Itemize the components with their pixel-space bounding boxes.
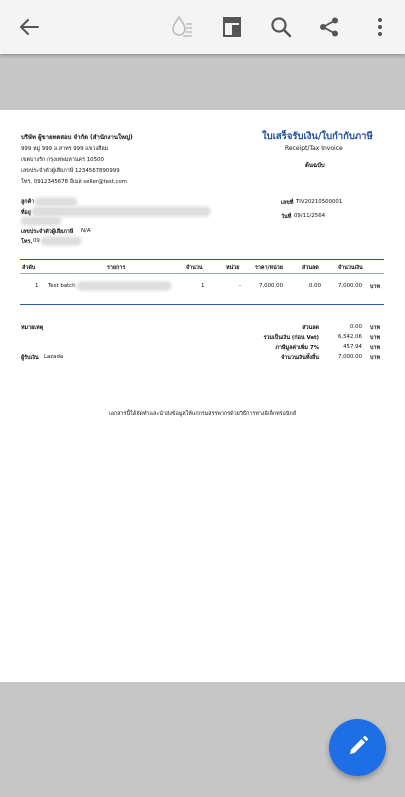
row-no: 1	[35, 283, 39, 289]
footer-note: เอกสารนี้ได้จัดทำและนำส่งข้อมูลให้แก่กรมสรรพากรด้วยวิธีการทางอิเล็กทรอนิกส์	[108, 411, 297, 417]
total-discount-value: 0.00	[349, 324, 362, 330]
ink-drop-icon[interactable]	[163, 8, 201, 46]
payer-label: ผู้รับเงิน	[21, 355, 39, 361]
row-discount: 0.00	[309, 283, 322, 289]
redacted-phone	[42, 238, 80, 244]
company-taxid: เลขประจำตัวผู้เสียภาษี 1234567890999	[21, 168, 120, 174]
document-page	[0, 110, 405, 682]
company-address-1: 999 หมู่ 999 อ.สาทร 999 แขวงสีลม	[21, 146, 109, 152]
company-name: บริษัท ผู้ขายทดสอบ จำกัด (สำนักงานใหญ่)	[21, 134, 133, 141]
more-vert-icon[interactable]	[361, 8, 399, 46]
vat-value: 457.94	[343, 344, 362, 350]
table-bottom-rule	[20, 304, 384, 305]
customer-taxid-label: เลขประจำตัวผู้เสียภาษี	[21, 229, 74, 235]
customer-phone-value: 09	[33, 238, 40, 244]
grand-total-unit: บาท	[370, 355, 381, 361]
row-price: 7,000.00	[259, 283, 284, 289]
subtotal-label: รวมเป็นเงิน (ก่อน Vat)	[263, 335, 319, 341]
total-discount-label: ส่วนลด	[302, 325, 319, 331]
reader-mode-icon[interactable]	[213, 8, 251, 46]
vat-unit: บาท	[370, 345, 381, 351]
row-item: Test batch	[48, 283, 76, 289]
col-header-unit: หน่วย	[226, 265, 240, 271]
document-title-th: ใบเสร็จรับเงิน/ใบกำกับภาษี	[262, 131, 373, 142]
address-label: ที่อยู่	[21, 210, 31, 216]
row-unit: -	[239, 283, 241, 289]
original-copy-label: ต้นฉบับ	[305, 162, 325, 169]
table-header-rule	[20, 273, 384, 274]
table-top-rule	[20, 259, 384, 260]
share-icon[interactable]	[310, 8, 348, 46]
subtotal-value: 6,542.06	[337, 334, 362, 340]
note-label: หมายเหตุ	[21, 325, 44, 331]
payer-value: Lazada	[44, 354, 64, 360]
col-header-no: ลำดับ	[22, 265, 36, 271]
company-address-2: เขตบางรัก กรุงเทพมหานคร 10500	[21, 157, 104, 163]
col-header-discount: ส่วนลด	[302, 265, 319, 271]
doc-date-label: วันที่	[281, 214, 292, 220]
col-header-item: รายการ	[107, 265, 126, 271]
company-contact: โทร. 0912345678 อีเมล seller@test.com	[21, 179, 128, 185]
top-app-bar	[0, 0, 405, 54]
doc-number: TIV20210500001	[296, 199, 343, 205]
redacted-item-detail	[78, 283, 170, 289]
redacted-customer-name	[36, 199, 76, 205]
search-icon[interactable]	[262, 8, 300, 46]
grand-total-label: จำนวนเงินทั้งสิ้น	[281, 355, 319, 361]
grand-total-value: 7,000.00	[337, 354, 362, 360]
back-arrow-icon[interactable]	[10, 8, 48, 46]
customer-taxid-value: N/A	[81, 228, 91, 234]
redacted-address-line-1	[33, 208, 209, 215]
row-currency: บาท	[370, 284, 381, 290]
edit-fab-button[interactable]	[329, 719, 386, 776]
col-header-amount: จำนวนเงิน	[338, 265, 363, 271]
edit-pencil-icon	[346, 734, 370, 762]
doc-number-label: เลขที่	[281, 200, 294, 206]
col-header-qty: จำนวน	[186, 265, 203, 271]
row-amount: 7,000.00	[338, 283, 363, 289]
customer-label: ลูกค้า	[21, 199, 35, 205]
document-title-en: Receipt/Tax Invoice	[285, 145, 343, 152]
redacted-address-line-2	[22, 218, 60, 224]
total-discount-unit: บาท	[370, 325, 381, 331]
vat-label: ภาษีมูลค่าเพิ่ม 7%	[275, 345, 319, 351]
doc-date: 09/11/2564	[294, 213, 326, 219]
row-qty: 1	[201, 283, 205, 289]
col-header-price: ราคา/หน่วย	[255, 265, 283, 271]
customer-phone-label: โทร.	[21, 239, 33, 245]
subtotal-unit: บาท	[370, 335, 381, 341]
